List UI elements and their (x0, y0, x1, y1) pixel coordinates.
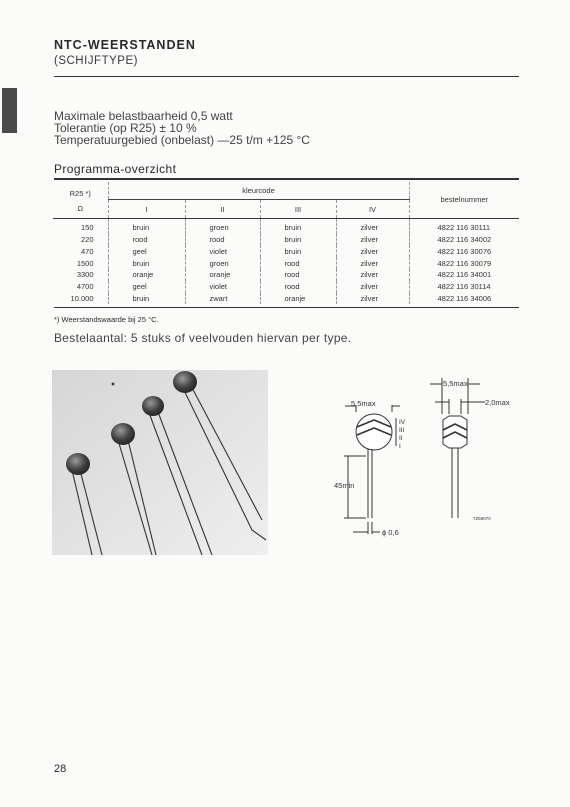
band-1-cell: rood (108, 234, 185, 246)
band-1-cell: geel (108, 245, 185, 257)
table-bottom-rule (54, 307, 519, 308)
band-2-cell: oranje (185, 269, 260, 281)
resistance-cell: 150 (53, 218, 108, 233)
table-row (53, 269, 519, 281)
spec-temperature-range: Temperatuurgebied (onbelast) —25 t/m +125 °C (54, 133, 310, 147)
header-band-2: II (185, 200, 260, 219)
band-2-cell: groen (185, 257, 260, 269)
band-1-cell: bruin (108, 293, 185, 305)
thermistor-photo (52, 370, 268, 555)
sidebar-tab-mark (2, 88, 17, 133)
dim-lead-diameter: ϕ 0,6 (382, 528, 399, 537)
band-4-cell: zilver (336, 234, 409, 246)
band-3-cell: oranje (260, 293, 336, 305)
program-overview-table (53, 182, 519, 304)
resistance-cell: 3300 (53, 269, 108, 281)
resistance-cell: 10.000 (53, 293, 108, 305)
band-4-cell: zilver (336, 245, 409, 257)
order-number-cell: 4822 116 30076 (437, 246, 492, 256)
dim-lead-length: 45min (334, 481, 355, 490)
header-band-1: I (108, 200, 185, 219)
header-bestelnummer: bestelnummer (440, 195, 489, 205)
band-label-iii: III (399, 427, 405, 434)
header-kleurcode: kleurcode (108, 182, 409, 200)
band-3-cell: rood (260, 269, 336, 281)
dim-width-side: 5,5max (443, 379, 468, 388)
header-band-4: IV (336, 200, 409, 219)
band-label-iv: IV (399, 419, 406, 426)
table-row (53, 293, 519, 305)
order-quantity-note: Bestelaantal: 5 stuks of veelvouden hiervan per type. (54, 331, 352, 345)
band-label-i: I (399, 443, 401, 450)
spec-tolerance: Tolerantie (op R25) ± 10 % (54, 121, 197, 135)
band-1-cell: bruin (108, 218, 185, 233)
band-4-cell: zilver (336, 257, 409, 269)
band-4-cell: zilver (336, 218, 409, 233)
table-row (53, 245, 519, 257)
band-2-cell: violet (185, 281, 260, 293)
table-row (53, 257, 519, 269)
page-subtitle: (SCHIJFTYPE) (54, 55, 138, 67)
order-number-cell: 4822 116 30111 (437, 223, 491, 233)
order-number-cell: 4822 116 30114 (437, 282, 491, 292)
table-footnote: *) Weerstandswaarde bij 25 °C. (54, 315, 159, 324)
band-1-cell: bruin (108, 257, 185, 269)
band-2-cell: violet (185, 245, 260, 257)
band-3-cell: bruin (260, 234, 336, 246)
resistance-cell: 220 (53, 234, 108, 246)
order-number-cell: 4822 116 34002 (437, 234, 492, 244)
band-label-ii: II (399, 435, 403, 442)
band-3-cell: bruin (260, 245, 336, 257)
dim-width-front: 5,5max (351, 399, 376, 408)
band-3-cell: bruin (260, 218, 336, 233)
table-top-rule (54, 178, 519, 180)
header-divider (54, 76, 519, 77)
band-1-cell: geel (108, 281, 185, 293)
dimension-drawing (330, 372, 540, 542)
program-overview-title: Programma-overzicht (54, 162, 177, 176)
order-number-cell: 4822 116 30079 (437, 258, 492, 268)
spec-max-load: Maximale belastbaarheid 0,5 watt (54, 109, 233, 123)
page-title: NTC-WEERSTANDEN (54, 38, 196, 52)
band-2-cell: groen (185, 218, 260, 233)
band-2-cell: rood (185, 234, 260, 246)
table-row (53, 281, 519, 293)
band-4-cell: zilver (336, 269, 409, 281)
band-3-cell: rood (260, 281, 336, 293)
band-2-cell: zwart (185, 293, 260, 305)
page-number: 28 (54, 763, 67, 775)
header-unit-ohm: Ω (53, 200, 108, 219)
drawing-code: 7Z59070 (473, 516, 491, 521)
band-3-cell: rood (260, 257, 336, 269)
table-row (53, 218, 519, 233)
order-number-cell: 4822 116 34001 (437, 270, 492, 280)
band-1-cell: oranje (108, 269, 185, 281)
dim-thickness: 2,0max (485, 398, 510, 407)
table-row (53, 234, 519, 246)
header-band-3: III (260, 200, 336, 219)
resistance-cell: 4700 (53, 281, 108, 293)
order-number-cell: 4822 116 34006 (437, 293, 492, 303)
resistance-cell: 1500 (53, 257, 108, 269)
band-4-cell: zilver (336, 293, 409, 305)
resistance-cell: 470 (53, 245, 108, 257)
band-4-cell: zilver (336, 281, 409, 293)
header-r25: R25 *) (53, 182, 108, 200)
